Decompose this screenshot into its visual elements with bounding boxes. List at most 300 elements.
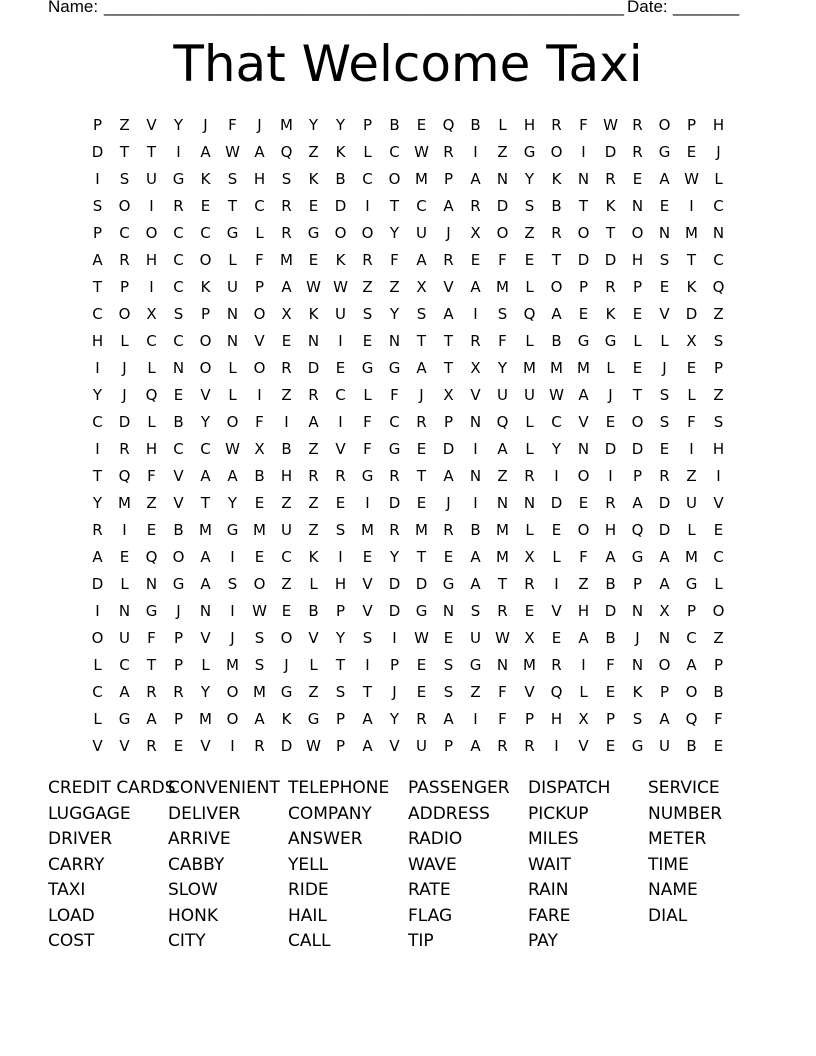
grid-letter: L [228, 386, 237, 404]
grid-letter: E [632, 305, 643, 323]
word-list-item: COST [48, 931, 95, 951]
grid-letter: L [363, 386, 372, 404]
grid-letter: H [145, 251, 158, 269]
grid-letter: K [605, 305, 616, 323]
grid-letter: U [416, 224, 427, 242]
grid-letter: E [416, 656, 427, 674]
grid-letter: X [254, 440, 265, 458]
grid-letter: M [253, 521, 266, 539]
grid-letter: T [146, 656, 157, 674]
grid-letter: L [120, 575, 129, 593]
grid-letter: C [92, 305, 103, 323]
grid-letter: J [662, 359, 667, 377]
grid-letter: B [335, 170, 346, 188]
letter-grid [84, 112, 732, 760]
grid-letter: D [604, 440, 617, 458]
grid-letter: R [524, 575, 535, 593]
grid-letter: R [470, 332, 481, 350]
grid-letter: G [388, 440, 401, 458]
grid-letter: O [226, 413, 239, 431]
grid-letter: M [253, 683, 266, 701]
grid-letter: I [95, 359, 100, 377]
grid-letter: B [173, 413, 184, 431]
grid-letter: A [146, 710, 157, 728]
grid-letter: T [578, 197, 589, 215]
grid-letter: A [443, 305, 454, 323]
grid-letter: F [363, 440, 372, 458]
grid-letter: C [173, 332, 184, 350]
word-list-item: RIDE [288, 880, 329, 900]
grid-letter: J [284, 656, 289, 674]
grid-letter: T [551, 251, 562, 269]
grid-letter: Z [497, 467, 508, 485]
grid-letter: K [308, 170, 319, 188]
grid-letter: A [659, 170, 670, 188]
grid-letter: O [577, 521, 590, 539]
grid-letter: T [443, 332, 454, 350]
grid-letter: P [578, 278, 589, 296]
grid-letter: T [443, 359, 454, 377]
grid-letter: R [119, 440, 130, 458]
word-list-item: SERVICE [648, 778, 720, 798]
grid-letter: I [95, 440, 100, 458]
grid-letter: I [554, 737, 559, 755]
grid-letter: I [473, 440, 478, 458]
grid-letter: F [363, 413, 372, 431]
page-title: That Welcome Taxi [173, 35, 643, 93]
grid-letter: L [498, 116, 507, 134]
grid-letter: R [281, 359, 292, 377]
grid-letter: Z [686, 467, 697, 485]
grid-letter: F [390, 386, 399, 404]
grid-letter: L [660, 332, 669, 350]
grid-letter: R [497, 737, 508, 755]
grid-letter: R [605, 494, 616, 512]
grid-letter: O [685, 683, 698, 701]
grid-letter: S [362, 629, 373, 647]
grid-letter: G [523, 143, 536, 161]
grid-letter: Y [173, 116, 184, 134]
grid-letter: W [684, 170, 699, 188]
grid-letter: D [604, 251, 617, 269]
grid-letter: U [497, 386, 508, 404]
grid-letter: D [118, 413, 131, 431]
grid-letter: D [415, 575, 428, 593]
grid-letter: G [415, 602, 428, 620]
grid-letter: Z [578, 575, 589, 593]
grid-letter: N [469, 467, 482, 485]
grid-letter: O [199, 251, 212, 269]
grid-letter: T [389, 197, 400, 215]
grid-letter: S [713, 332, 724, 350]
grid-letter: I [365, 656, 370, 674]
grid-letter: U [119, 629, 130, 647]
word-list-item: HAIL [288, 905, 327, 926]
grid-letter: H [334, 575, 347, 593]
grid-letter: U [335, 305, 346, 323]
grid-letter: B [389, 116, 400, 134]
grid-letter: O [253, 359, 266, 377]
grid-letter: N [118, 602, 131, 620]
grid-letter: S [659, 413, 670, 431]
grid-letter: P [443, 413, 454, 431]
grid-letter: I [176, 143, 181, 161]
grid-letter: V [578, 737, 589, 755]
grid-letter: V [470, 386, 481, 404]
grid-letter: D [307, 359, 320, 377]
grid-letter: M [118, 494, 131, 512]
grid-letter: P [659, 683, 670, 701]
word-list-item: CABBY [168, 854, 225, 875]
grid-letter: S [227, 170, 238, 188]
grid-letter: V [254, 332, 265, 350]
grid-letter: I [230, 548, 235, 566]
grid-letter: I [149, 197, 154, 215]
grid-letter: E [578, 494, 589, 512]
name-label: Name: [48, 0, 99, 16]
grid-letter: E [416, 494, 427, 512]
grid-letter: K [632, 683, 643, 701]
grid-letter: C [362, 170, 373, 188]
grid-letter: P [632, 467, 643, 485]
grid-letter: V [200, 386, 211, 404]
grid-letter: X [146, 305, 157, 323]
grid-letter: S [659, 251, 670, 269]
grid-letter: P [362, 116, 373, 134]
grid-letter: R [551, 656, 562, 674]
grid-letter: P [713, 656, 724, 674]
grid-letter: L [687, 386, 696, 404]
grid-letter: B [551, 332, 562, 350]
grid-letter: L [687, 521, 696, 539]
grid-letter: O [550, 278, 563, 296]
word-list-item: NUMBER [648, 803, 723, 824]
grid-letter: S [362, 305, 373, 323]
word-list-item: COMPANY [288, 803, 372, 824]
grid-letter: X [524, 629, 535, 647]
word-list [48, 777, 768, 957]
grid-letter: S [335, 521, 346, 539]
grid-letter: H [253, 170, 266, 188]
grid-letter: P [335, 737, 346, 755]
grid-letter: L [93, 710, 102, 728]
grid-letter: A [92, 251, 103, 269]
grid-letter: T [200, 494, 211, 512]
grid-letter: M [199, 521, 212, 539]
grid-letter: G [226, 224, 239, 242]
grid-letter: V [200, 629, 211, 647]
grid-letter: K [308, 548, 319, 566]
word-list-item: METER [648, 829, 707, 849]
grid-letter: N [307, 332, 320, 350]
grid-letter: A [254, 710, 265, 728]
grid-letter: O [118, 197, 131, 215]
grid-letter: R [389, 521, 400, 539]
grid-letter: P [200, 305, 211, 323]
grid-letter: E [605, 683, 616, 701]
grid-letter: R [524, 467, 535, 485]
grid-letter: E [254, 548, 265, 566]
grid-letter: D [280, 737, 293, 755]
grid-letter: E [632, 359, 643, 377]
grid-letter: T [416, 332, 427, 350]
grid-letter: P [119, 278, 130, 296]
grid-letter: J [230, 629, 235, 647]
grid-letter: Y [308, 116, 319, 134]
word-list-item: TIME [648, 854, 689, 875]
grid-letter: Q [685, 710, 698, 728]
grid-letter: S [443, 683, 454, 701]
grid-letter: O [712, 602, 725, 620]
grid-letter: R [524, 737, 535, 755]
grid-letter: O [361, 224, 374, 242]
grid-letter: D [388, 575, 401, 593]
grid-letter: C [200, 440, 211, 458]
grid-letter: C [200, 224, 211, 242]
grid-letter: N [226, 305, 239, 323]
grid-letter: R [335, 467, 346, 485]
grid-letter: R [497, 602, 508, 620]
grid-letter: E [416, 116, 427, 134]
grid-letter: W [252, 602, 267, 620]
grid-letter: B [254, 467, 265, 485]
grid-letter: G [577, 332, 590, 350]
grid-letter: P [92, 224, 103, 242]
grid-letter: W [603, 116, 618, 134]
grid-letter: S [254, 656, 265, 674]
grid-letter: A [470, 548, 481, 566]
grid-letter: W [333, 278, 348, 296]
grid-letter: C [713, 251, 724, 269]
grid-letter: L [525, 413, 534, 431]
grid-letter: L [525, 332, 534, 350]
grid-letter: T [92, 278, 103, 296]
grid-letter: A [605, 548, 616, 566]
grid-letter: E [281, 332, 292, 350]
grid-letter: L [120, 332, 129, 350]
grid-letter: U [416, 737, 427, 755]
grid-letter: G [226, 521, 239, 539]
grid-letter: Q [145, 548, 158, 566]
grid-letter: A [200, 548, 211, 566]
grid-letter: J [635, 629, 640, 647]
grid-letter: G [280, 683, 293, 701]
grid-letter: B [551, 197, 562, 215]
grid-letter: E [146, 521, 157, 539]
grid-letter: M [415, 521, 428, 539]
grid-letter: A [308, 413, 319, 431]
grid-letter: E [605, 413, 616, 431]
grid-letter: L [633, 332, 642, 350]
grid-letter: J [176, 602, 181, 620]
grid-letter: W [306, 278, 321, 296]
grid-letter: W [549, 386, 564, 404]
grid-letter: G [307, 224, 320, 242]
grid-letter: A [659, 548, 670, 566]
grid-letter: I [338, 548, 343, 566]
grid-letter: C [173, 224, 184, 242]
word-list-item: TIP [408, 931, 434, 951]
grid-letter: E [119, 548, 130, 566]
grid-letter: D [577, 251, 590, 269]
grid-letter: S [227, 575, 238, 593]
grid-letter: U [281, 521, 292, 539]
grid-letter: F [687, 413, 696, 431]
word-list-item: PICKUP [528, 803, 589, 824]
grid-letter: R [605, 278, 616, 296]
grid-letter: I [473, 494, 478, 512]
grid-letter: C [173, 278, 184, 296]
grid-letter: K [308, 305, 319, 323]
grid-letter: C [254, 197, 265, 215]
grid-letter: P [335, 710, 346, 728]
grid-letter: F [498, 332, 507, 350]
grid-letter: S [443, 656, 454, 674]
grid-letter: O [658, 116, 671, 134]
grid-letter: R [308, 386, 319, 404]
grid-letter: Y [200, 413, 211, 431]
grid-letter: D [604, 143, 617, 161]
grid-letter: B [686, 737, 697, 755]
grid-letter: N [226, 332, 239, 350]
grid-letter: I [149, 278, 154, 296]
grid-letter: M [523, 359, 536, 377]
grid-letter: N [496, 494, 509, 512]
grid-letter: J [203, 116, 208, 134]
grid-letter: G [658, 143, 671, 161]
grid-letter: D [631, 440, 644, 458]
grid-letter: X [686, 332, 697, 350]
grid-letter: E [659, 197, 670, 215]
grid-letter: G [172, 575, 185, 593]
grid-letter: U [146, 170, 157, 188]
grid-letter: J [392, 683, 397, 701]
grid-letter: K [551, 170, 562, 188]
grid-letter: Z [281, 494, 292, 512]
grid-letter: R [551, 116, 562, 134]
grid-letter: X [443, 386, 454, 404]
grid-letter: D [496, 197, 509, 215]
grid-letter: V [173, 494, 184, 512]
grid-letter: T [146, 143, 157, 161]
grid-letter: T [335, 656, 346, 674]
grid-letter: M [280, 251, 293, 269]
grid-letter: Z [308, 440, 319, 458]
grid-letter: A [443, 710, 454, 728]
grid-letter: P [173, 656, 184, 674]
grid-letter: Y [389, 224, 400, 242]
header-fields [48, 0, 748, 19]
grid-letter: I [716, 467, 721, 485]
grid-letter: S [416, 305, 427, 323]
grid-letter: L [552, 548, 561, 566]
word-list-item: RAIN [528, 880, 569, 900]
grid-letter: A [659, 710, 670, 728]
grid-letter: B [605, 629, 616, 647]
grid-letter: F [498, 710, 507, 728]
grid-letter: S [92, 197, 103, 215]
grid-letter: G [118, 710, 131, 728]
grid-letter: Z [497, 143, 508, 161]
grid-letter: C [173, 440, 184, 458]
grid-letter: W [414, 629, 429, 647]
grid-letter: K [200, 278, 211, 296]
grid-letter: J [608, 386, 613, 404]
grid-letter: H [145, 440, 158, 458]
grid-letter: L [525, 278, 534, 296]
grid-letter: A [578, 629, 589, 647]
grid-letter: T [416, 548, 427, 566]
grid-letter: A [443, 197, 454, 215]
grid-letter: K [281, 710, 292, 728]
grid-letter: T [227, 197, 238, 215]
grid-letter: R [659, 467, 670, 485]
grid-letter: S [713, 413, 724, 431]
grid-letter: M [226, 656, 239, 674]
grid-letter: V [578, 413, 589, 431]
grid-letter: G [388, 359, 401, 377]
grid-letter: I [581, 656, 586, 674]
grid-letter: C [92, 683, 103, 701]
grid-letter: Z [470, 683, 481, 701]
grid-letter: E [632, 170, 643, 188]
grid-letter: A [686, 656, 697, 674]
grid-letter: I [230, 737, 235, 755]
grid-letter: X [281, 305, 292, 323]
grid-letter: M [361, 521, 374, 539]
grid-letter: E [713, 521, 724, 539]
grid-letter: F [255, 413, 264, 431]
grid-letter: L [147, 359, 156, 377]
grid-letter: E [308, 251, 319, 269]
grid-letter: A [281, 278, 292, 296]
grid-letter: K [686, 278, 697, 296]
grid-letter: M [280, 116, 293, 134]
grid-letter: H [712, 116, 725, 134]
grid-letter: C [389, 413, 400, 431]
grid-letter: H [712, 440, 725, 458]
grid-letter: O [253, 575, 266, 593]
grid-letter: P [632, 278, 643, 296]
grid-letter: K [335, 251, 346, 269]
grid-letter: N [199, 602, 212, 620]
grid-letter: D [91, 575, 104, 593]
grid-letter: M [523, 656, 536, 674]
grid-letter: C [713, 548, 724, 566]
grid-letter: G [361, 359, 374, 377]
grid-letter: P [686, 602, 697, 620]
word-list-item: CREDIT CARDS [48, 778, 176, 798]
grid-letter: A [200, 467, 211, 485]
grid-letter: J [446, 494, 451, 512]
grid-letter: M [496, 278, 509, 296]
grid-letter: J [122, 359, 127, 377]
word-list-item: DIAL [648, 905, 688, 926]
grid-letter: W [414, 143, 429, 161]
grid-letter: D [685, 305, 698, 323]
grid-letter: L [525, 521, 534, 539]
grid-letter: O [631, 413, 644, 431]
grid-letter: I [689, 197, 694, 215]
grid-letter: F [255, 251, 264, 269]
grid-letter: I [473, 143, 478, 161]
grid-letter: H [91, 332, 104, 350]
grid-letter: T [92, 467, 103, 485]
grid-letter: A [578, 386, 589, 404]
grid-letter: D [388, 494, 401, 512]
grid-letter: R [173, 197, 184, 215]
word-list-item: WAVE [408, 854, 457, 875]
